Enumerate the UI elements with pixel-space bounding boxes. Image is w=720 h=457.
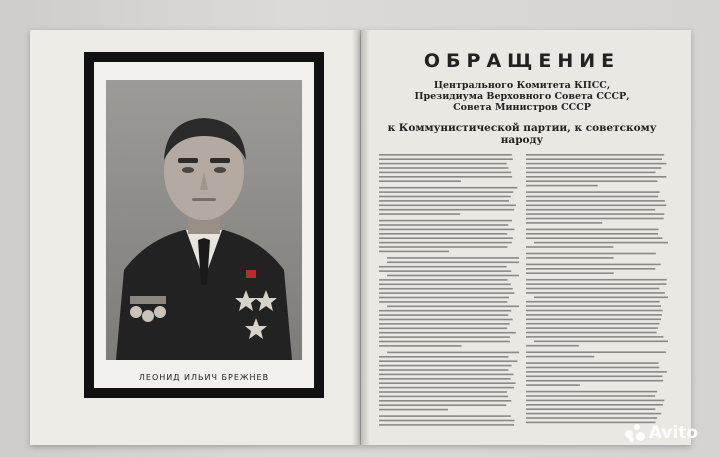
portrait-mat [94, 62, 314, 388]
text-line [526, 205, 666, 207]
text-line [387, 306, 519, 308]
text-line [379, 301, 507, 303]
text-line [526, 391, 657, 393]
text-line [526, 310, 663, 312]
text-line [526, 191, 660, 193]
text-line [379, 369, 508, 371]
text-line [379, 323, 510, 325]
text-line [526, 327, 658, 329]
text-line [526, 345, 579, 347]
text-line [379, 341, 510, 343]
text-line [379, 242, 512, 244]
text-line [379, 424, 514, 426]
portrait-caption: ЛЕОНИД ИЛЬИЧ БРЕЖНЕВ [138, 373, 270, 382]
text-line [379, 319, 513, 321]
text-line [526, 176, 666, 178]
avito-watermark [625, 423, 698, 443]
text-line [379, 205, 516, 207]
text-line [379, 200, 509, 202]
issuer-line: Совета Министров СССР [453, 102, 591, 113]
text-line [526, 314, 662, 316]
text-line [379, 180, 461, 182]
text-line [379, 237, 513, 239]
text-line [526, 253, 656, 255]
text-line [526, 371, 667, 373]
text-line [379, 251, 449, 253]
text-line [526, 380, 663, 382]
text-line [534, 297, 668, 299]
text-line [526, 185, 598, 187]
text-line [379, 284, 511, 286]
mourning-frame [84, 52, 324, 398]
body-text-column-1 [379, 150, 519, 430]
text-line [379, 224, 508, 226]
text-line [379, 158, 513, 160]
text-line [526, 323, 659, 325]
text-line [534, 242, 668, 244]
text-line [526, 336, 663, 338]
text-line [526, 395, 655, 397]
text-line [379, 172, 511, 174]
page-spine [352, 30, 370, 445]
text-line [379, 292, 514, 294]
text-line [387, 275, 519, 277]
text-line [526, 351, 666, 353]
text-line [379, 229, 514, 231]
text-line [526, 279, 667, 281]
text-line [526, 400, 664, 402]
portrait-photo [106, 80, 302, 360]
text-line [526, 233, 658, 235]
text-line [379, 404, 506, 406]
text-line [379, 387, 514, 389]
text-line [379, 400, 511, 402]
text-line [526, 362, 659, 364]
text-line [379, 310, 511, 312]
text-line [379, 233, 507, 235]
text-line [526, 180, 657, 182]
text-line [379, 220, 512, 222]
text-line [379, 279, 508, 281]
text-line [526, 413, 661, 415]
text-line [379, 213, 460, 215]
text-line [379, 246, 507, 248]
text-line [526, 163, 666, 165]
text-line [379, 356, 508, 358]
text-line [387, 262, 519, 264]
addressee-line: народу [500, 134, 544, 146]
text-line [379, 167, 508, 169]
text-line [526, 200, 665, 202]
text-line [526, 229, 658, 231]
text-line [526, 292, 665, 294]
text-line [526, 301, 660, 303]
text-line [379, 314, 508, 316]
portrait-illustration [106, 80, 302, 360]
body-text-column-2 [526, 150, 668, 430]
text-line [379, 196, 511, 198]
text-line [526, 213, 664, 215]
appeal-title: ОБРАЩЕНИЕ [423, 50, 621, 72]
text-line [526, 268, 655, 270]
text-line [379, 191, 513, 193]
addressees-block [372, 122, 672, 146]
text-line [379, 420, 515, 422]
issuer-line: Центрального Комитета КПСС, [433, 80, 611, 91]
issuer-line: Президиума Верховного Совета СССР, [414, 91, 630, 102]
text-line [379, 382, 516, 384]
text-line [526, 332, 657, 334]
text-line [379, 336, 510, 338]
text-line [526, 319, 661, 321]
text-line [526, 209, 655, 211]
text-line [526, 283, 666, 285]
text-line [379, 378, 511, 380]
text-line [526, 404, 663, 406]
text-line [379, 297, 509, 299]
text-line [379, 176, 512, 178]
text-line [379, 396, 508, 398]
text-line [526, 384, 580, 386]
text-line [526, 246, 613, 248]
text-line [379, 266, 507, 268]
text-line [379, 209, 514, 211]
text-line [379, 154, 512, 156]
text-line [379, 288, 513, 290]
text-line [526, 288, 659, 290]
text-line [379, 415, 511, 417]
text-line [526, 154, 664, 156]
text-line [526, 408, 655, 410]
text-line [379, 332, 516, 334]
text-line [526, 417, 657, 419]
text-line [526, 356, 594, 358]
text-line [526, 222, 602, 224]
text-line [526, 237, 662, 239]
text-line [526, 376, 662, 378]
avito-wordmark: Avito [648, 423, 698, 443]
text-line [526, 218, 664, 220]
text-line [526, 196, 658, 198]
text-line [534, 341, 668, 343]
text-line [526, 367, 659, 369]
text-line [379, 360, 517, 362]
text-line [379, 345, 461, 347]
text-line [526, 172, 656, 174]
text-line [379, 365, 512, 367]
text-line [526, 272, 614, 274]
text-line [379, 391, 507, 393]
text-line [379, 187, 517, 189]
text-line [379, 270, 511, 272]
text-line [526, 305, 661, 307]
text-line [379, 374, 513, 376]
text-line [379, 328, 507, 330]
text-line [526, 264, 661, 266]
issuers-block [372, 80, 672, 113]
text-line [526, 167, 661, 169]
text-line [379, 409, 448, 411]
addressee-line: к Коммунистической партии, к советскому [387, 122, 657, 134]
text-line [526, 257, 614, 259]
text-line [379, 163, 507, 165]
text-line [387, 257, 519, 259]
avito-logo-icon [625, 424, 645, 442]
text-line [526, 158, 662, 160]
text-line [387, 352, 519, 354]
